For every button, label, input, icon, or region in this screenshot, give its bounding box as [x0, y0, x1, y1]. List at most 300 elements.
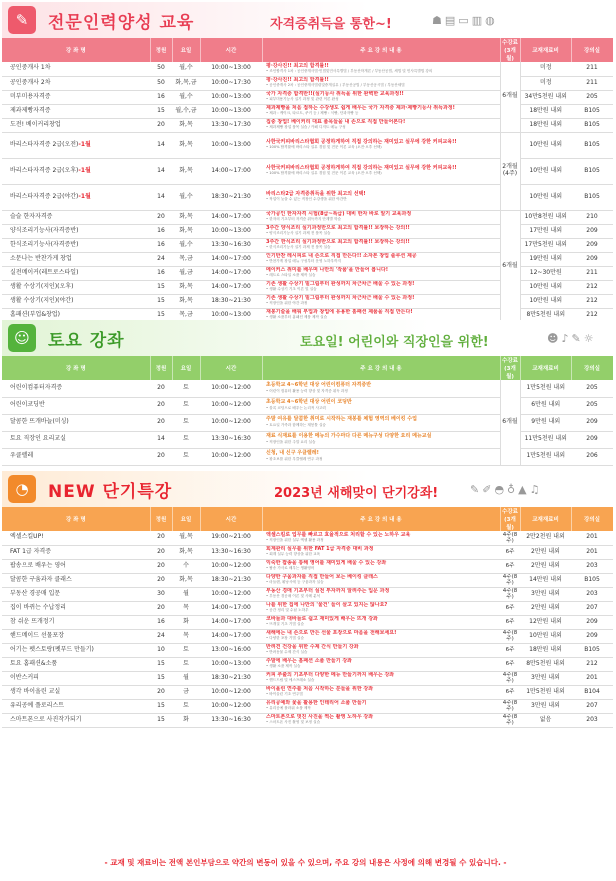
- capacity: 20: [150, 397, 172, 414]
- weekday: 화,목: [172, 280, 200, 294]
- capacity: 15: [150, 671, 172, 685]
- material-fee: 10만원 내외: [520, 294, 571, 308]
- material-fee: 8만5천원 내외: [520, 657, 571, 671]
- table-row: [2, 699, 613, 713]
- material-fee: 11만5천원 내외: [520, 431, 571, 448]
- course-brochure: [2, 2, 613, 878]
- classroom: 209: [571, 629, 613, 643]
- classroom: 209: [571, 615, 613, 629]
- table-row: [2, 238, 613, 252]
- course-name-text: 우클렐레: [10, 452, 34, 460]
- content-sub: • 바이올린 기초 연주법: [266, 692, 303, 697]
- course-name: [2, 699, 150, 713]
- table-row: [2, 685, 613, 699]
- column-header: 시간: [200, 38, 262, 62]
- capacity: 16: [150, 238, 172, 252]
- course-name-suffix: -1월: [78, 140, 91, 148]
- course-name: [2, 280, 150, 294]
- material-fee: 1만5천원 내외: [520, 448, 571, 465]
- classroom: 207: [571, 601, 613, 615]
- column-header: 요일: [172, 38, 200, 62]
- material-fee: 14만원 내외: [520, 573, 571, 587]
- course-name: [2, 587, 150, 601]
- weekday: 토: [172, 397, 200, 414]
- content-main: 회계관리 실무를 위한 FAT 1급 자격증 대비 과정: [266, 545, 374, 552]
- content-sub: • 핸드드립 및 에스프레소 실습: [266, 678, 315, 683]
- material-fee: 미정: [520, 62, 571, 76]
- material-fee: 3만원 내외: [520, 587, 571, 601]
- tuition-fee: 6주: [500, 685, 520, 699]
- content-sub: • 한자의 기초부터 자격증 취득까지 단계별 학습: [266, 217, 341, 222]
- time: 14:00~17:00: [200, 615, 262, 629]
- time: 10:00~12:00: [200, 559, 262, 573]
- course-name-text: 어기는 펫스토랑(펫푸드 만들기): [10, 645, 94, 653]
- classroom: 212: [571, 657, 613, 671]
- course-name-text: 바리스타자격증 2급(야간): [10, 192, 79, 200]
- section-icon: ◔: [8, 475, 36, 503]
- content-sub: • 직장인을 위한 실무 엑셀 활용 과정: [266, 538, 324, 543]
- table-row: [2, 643, 613, 657]
- course-name-text: 달콤한 구움과자 클래스: [10, 575, 72, 583]
- weekday: 금: [172, 685, 200, 699]
- weekday: 토: [172, 699, 200, 713]
- material-fee: 미정: [520, 76, 571, 90]
- course-name: [2, 448, 150, 465]
- section-icon: ☺: [8, 324, 36, 352]
- material-fee: 6만원 내외: [520, 397, 571, 414]
- tuition-fee: 6주: [500, 615, 520, 629]
- course-content: [262, 380, 500, 397]
- classroom: B105: [571, 573, 613, 587]
- content-main: 재봉기술을 배워 부업과 창업에 유용한 홈패션 제품을 직접 만든다!: [266, 308, 413, 315]
- column-header: 강 좌 명: [2, 38, 150, 62]
- classroom: 201: [571, 531, 613, 545]
- content-sub: • 직장인을 위한 주말 요리 실습: [266, 439, 316, 444]
- column-header: 정원: [150, 507, 172, 531]
- table-row: [2, 531, 613, 545]
- course-name-text: 한식조리기능사(자격증반): [10, 240, 79, 248]
- course-name-text: 핸드메이드 선물포장: [10, 631, 65, 639]
- course-content: [262, 685, 500, 699]
- table-row: [2, 210, 613, 224]
- time: 14:00~17:00: [200, 280, 262, 294]
- time: 10:00~13:00: [200, 132, 262, 158]
- content-main: 제과제빵을 처음 접하는 수강생도 쉽게 배우는 국가 자격증 제과·제빵기능사 취득과정!: [266, 104, 455, 111]
- material-fee: 12~30만원: [520, 266, 571, 280]
- content-main: 기존 생활 수상기 밑그림부터 완성까지 차근차근 배울 수 있는 과정!: [266, 294, 415, 301]
- tuition-fee: 4주(8주): [500, 699, 520, 713]
- material-fee: 10만원 내외: [520, 184, 571, 210]
- content-main: 주말에 배우는 홈패션 소품 만들기 강좌: [266, 657, 352, 664]
- classroom: 201: [571, 545, 613, 559]
- column-header: 수강료(3개월): [500, 507, 520, 531]
- content-sub: • 레트로 스타일 소품 제작 실습: [266, 273, 316, 278]
- time: 10:00~13:00: [200, 308, 262, 322]
- classroom: B105: [571, 118, 613, 132]
- column-header: 주 요 강 의 내 용: [262, 38, 500, 62]
- classroom: B105: [571, 184, 613, 210]
- section-header: [2, 320, 613, 356]
- weekday: 토: [172, 414, 200, 431]
- brush-icon: ✐: [482, 483, 495, 496]
- content-sub: • 마들렌, 휘낭시에 등 구움과자 실습: [266, 580, 324, 585]
- classroom: 211: [571, 62, 613, 76]
- column-header: 수강료(3개월): [500, 38, 520, 62]
- course-name: [2, 224, 150, 238]
- time: 14:00~17:00: [200, 252, 262, 266]
- classroom: 203: [571, 713, 613, 727]
- classroom: 209: [571, 431, 613, 448]
- classroom: 205: [571, 380, 613, 397]
- column-header: 강의실: [571, 356, 613, 380]
- content-sub: • 직장인을 위한 야간 과정: [266, 301, 308, 306]
- table-row: [2, 158, 613, 184]
- column-header: 강 좌 명: [2, 356, 150, 380]
- capacity: 50: [150, 76, 172, 90]
- course-name-text: 생각 바이올린 교실: [10, 687, 61, 695]
- content-main: 코바늘과 대바늘로 쉽고 재미있게 배우는 뜨개 강좌: [266, 615, 378, 622]
- table-row: [2, 294, 613, 308]
- course-name-text: 달콤한 뜨개바늘(미싱): [10, 418, 69, 426]
- tuition-fee: 4주(8주): [500, 531, 520, 545]
- weekday: 월,수: [172, 184, 200, 210]
- chart-icon: ▥: [471, 14, 486, 27]
- content-sub: • 생활 소품부터 홈패션 제품 제작 실습: [266, 315, 328, 320]
- time: 10:00~13:00: [200, 62, 262, 76]
- capacity: 20: [150, 545, 172, 559]
- material-fee: 2만원 내외: [520, 601, 571, 615]
- classroom: B105: [571, 132, 613, 158]
- content-main: 사한국커피바리스타협회 공정하게하여 직접 강의하는 재미있고 실무에 강한 커피교육!!: [266, 138, 457, 145]
- capacity: 20: [150, 414, 172, 431]
- weekday: 월: [172, 671, 200, 685]
- time: 18:30~21:30: [200, 573, 262, 587]
- capacity: 14: [150, 184, 172, 210]
- content-sub: • 100% 합격률에 바리스타 실무 경험 및 전문 이론 교육 (오전·오후 선택): [266, 145, 382, 150]
- weekday: 화,목: [172, 158, 200, 184]
- course-name-text: 유리공예 플로리스트: [10, 701, 65, 709]
- course-name-text: 참 쉬운 뜨개정기: [10, 617, 55, 625]
- course-name-text: 실전메이커(레트로스타일): [10, 268, 79, 276]
- content-sub: • 100% 합격률에 바리스타 실무 경험 및 전문 이론 교육 (오전·오후 선택): [266, 171, 382, 176]
- material-fee: 1만5천원 내외: [520, 685, 571, 699]
- time: 13:00~16:00: [200, 643, 262, 657]
- capacity: 24: [150, 252, 172, 266]
- course-name-text: 도전! 베이커리창업: [10, 120, 61, 128]
- table-row: [2, 615, 613, 629]
- course-name: [2, 158, 150, 184]
- section-header: [2, 2, 613, 38]
- deco-icons: [432, 14, 498, 27]
- course-name: [2, 545, 150, 559]
- content-sub: • 피부미용기능사 실기 과정 및 관련 이론 완성: [266, 97, 339, 102]
- capacity: 15: [150, 294, 172, 308]
- weekday: 월,수: [172, 238, 200, 252]
- material-fee: 3만원 내외: [520, 671, 571, 685]
- course-name-text: 양식조리기능사(자격증반): [10, 226, 79, 234]
- course-name-text: 제과제빵자격증: [10, 106, 51, 114]
- classroom: 207: [571, 699, 613, 713]
- table-row: [2, 431, 613, 448]
- column-header: 정원: [150, 356, 172, 380]
- lecture-icon: ☗: [432, 14, 445, 27]
- classroom: 212: [571, 308, 613, 322]
- content-main: 평·강사진!! 최고의 합격률!!: [266, 62, 329, 69]
- section-header: [2, 471, 613, 507]
- content-main: 반려견 건강을 위한 수제 간식 만들기 강좌: [266, 643, 359, 650]
- course-name: [2, 629, 150, 643]
- content-sub: • 공인중개사 2차 : 공인중개사법령및중개실무 / 부동산공법 / 부동산공시법 / 부동산세법: [266, 83, 405, 88]
- capacity: 16: [150, 266, 172, 280]
- material-fee: 2만2천원 내외: [520, 531, 571, 545]
- classroom: 209: [571, 224, 613, 238]
- time: 10:00~13:00: [200, 224, 262, 238]
- time: 10:00~13:00: [200, 104, 262, 118]
- course-name: [2, 531, 150, 545]
- course-name: [2, 397, 150, 414]
- course-content: [262, 601, 500, 615]
- capacity: 15: [150, 104, 172, 118]
- course-table: [2, 356, 614, 466]
- time: 13:30~17:30: [200, 118, 262, 132]
- material-fee: 18만원 내외: [520, 643, 571, 657]
- course-name: [2, 615, 150, 629]
- capacity: 16: [150, 615, 172, 629]
- content-main: 기존 생활 수상기 밑그림부터 완성까지 차근차근 배울 수 있는 과정!: [266, 280, 415, 287]
- weekday: 화,목: [172, 545, 200, 559]
- tuition-fee: 6개월: [500, 62, 520, 132]
- column-header: 교재재료비: [520, 38, 571, 62]
- tuition-fee: 6개월: [500, 380, 520, 465]
- table-row: [2, 657, 613, 671]
- course-content: [262, 559, 500, 573]
- course-name-text: 어린이컴퓨터자격증: [10, 383, 63, 391]
- content-main: 인기반찬 레시피로 내 손으로 직접 만든다!! 소자본 창업 솔루션 제공: [266, 252, 417, 259]
- course-table: [2, 38, 614, 323]
- time: 14:00~17:00: [200, 210, 262, 224]
- material-fee: 2만원 내외: [520, 545, 571, 559]
- material-fee: 12만원 내외: [520, 615, 571, 629]
- time: 10:00~12:00: [200, 397, 262, 414]
- weekday: 목,금: [172, 308, 200, 322]
- course-content: [262, 158, 500, 184]
- time: 18:30~21:30: [200, 294, 262, 308]
- time: 10:00~13:00: [200, 657, 262, 671]
- pencil-icon: ✎: [571, 332, 584, 345]
- weekday: 토: [172, 380, 200, 397]
- tuition-fee: 6주: [500, 559, 520, 573]
- course-content: [262, 118, 500, 132]
- time: 18:30~21:30: [200, 184, 262, 210]
- capacity: 20: [150, 210, 172, 224]
- table-row: [2, 76, 613, 90]
- capacity: 20: [150, 118, 172, 132]
- course-name: [2, 118, 150, 132]
- section-s2: [2, 320, 613, 466]
- course-name: [2, 90, 150, 104]
- tuition-fee: 4주(8주): [500, 629, 520, 643]
- capacity: 20: [150, 573, 172, 587]
- course-content: [262, 587, 500, 601]
- course-name-text: 어린이코딩반: [10, 401, 45, 409]
- capacity: 50: [150, 62, 172, 76]
- material-fee: 8만5천원 내외: [520, 308, 571, 322]
- time: 10:00~12:00: [200, 414, 262, 431]
- course-name-text: FAT 1급 자격증: [10, 547, 52, 555]
- course-name-text: 바리스타자격증 2급(오후): [10, 166, 79, 174]
- tuition-fee: 6주: [500, 545, 520, 559]
- course-name-text: 미부미용자격증: [10, 92, 51, 100]
- tuition-fee: 6주: [500, 601, 520, 615]
- content-sub: • 유리공예 플라워 소품 제작: [266, 706, 311, 711]
- material-fee: 2만원 내외: [520, 559, 571, 573]
- time: 10:00~17:30: [200, 76, 262, 90]
- classroom: 210: [571, 210, 613, 224]
- capacity: 16: [150, 90, 172, 104]
- course-content: [262, 224, 500, 238]
- weekday: 월,수: [172, 90, 200, 104]
- course-content: [262, 132, 500, 158]
- tuition-fee: 4주(8주): [500, 587, 520, 601]
- course-content: [262, 531, 500, 545]
- course-content: [262, 629, 500, 643]
- capacity: 20: [150, 685, 172, 699]
- course-content: [262, 615, 500, 629]
- weekday: 화,목: [172, 573, 200, 587]
- deco-icons: [470, 483, 542, 496]
- course-name-text: 생활 수상기(지인)(야간): [10, 296, 74, 304]
- time: 14:00~17:00: [200, 629, 262, 643]
- content-sub: • 제과 : 케이크, 타르트, 쿠키 등 / 제빵 : 식빵, 단과자빵 등: [266, 111, 359, 116]
- content-sub: • 토요일 가족과 함께하는 재봉틀 실습: [266, 422, 326, 427]
- tuition-fee: 6개월: [500, 210, 520, 322]
- table-row: [2, 184, 613, 210]
- content-main: 3주간 한식조리 실기과정반으로 최고의 합격률!! 보장하는 강의!!: [266, 238, 410, 245]
- course-name: [2, 210, 150, 224]
- course-table: [2, 507, 614, 728]
- column-header: 요일: [172, 356, 200, 380]
- section-subtitle: 2023년 새해맞이 단기강좌!: [274, 486, 439, 501]
- column-header: 교재재료비: [520, 507, 571, 531]
- course-name-text: 공인중개사 2차: [10, 78, 51, 86]
- course-content: [262, 294, 500, 308]
- course-content: [262, 448, 500, 465]
- course-content: [262, 210, 500, 224]
- weekday: 화,목: [172, 132, 200, 158]
- section-title: 전문인력양성 교육: [48, 12, 195, 33]
- capacity: 10: [150, 643, 172, 657]
- capacity: 15: [150, 280, 172, 294]
- column-header: 강의실: [571, 507, 613, 531]
- table-row: [2, 713, 613, 727]
- classroom: 211: [571, 76, 613, 90]
- content-main: 바이올린 연주를 처음 시작하는 분들을 위한 강좌: [266, 685, 374, 692]
- content-sub: • 부동산 경공매 이론 및 사례 분석: [266, 594, 321, 599]
- classroom: 201: [571, 671, 613, 685]
- material-fee: 17만원 내외: [520, 224, 571, 238]
- classroom: B105: [571, 158, 613, 184]
- weekday: 화,목: [172, 224, 200, 238]
- table-row: [2, 671, 613, 685]
- course-name-text: 소문나는 반찬가게 창업: [10, 254, 72, 262]
- course-name: [2, 431, 150, 448]
- classroom: 212: [571, 294, 613, 308]
- footer-note: - 교재 및 재료비는 전액 본인부담으로 약간의 변동이 있을 수 있으며, 주요 강의 내용은 사정에 의해 변경될 수 있습니다. -: [104, 858, 507, 867]
- column-header: 시간: [200, 507, 262, 531]
- course-name-text: 토요 직장인 요리교실: [10, 435, 66, 443]
- content-sub: • 팝송 가사로 배우는 생활영어: [266, 566, 315, 571]
- capacity: 15: [150, 713, 172, 727]
- material-fee: 10만원 내외: [520, 158, 571, 184]
- course-name-text: 집이 바뀌는 수납정리: [10, 603, 66, 611]
- course-content: [262, 90, 500, 104]
- tuition-fee: 4주(8주): [500, 671, 520, 685]
- table-row: [2, 104, 613, 118]
- deco-icons: [547, 332, 597, 345]
- computer-icon: ▭: [458, 14, 472, 27]
- column-header: 정원: [150, 38, 172, 62]
- course-name: [2, 252, 150, 266]
- weekday: 월,수,금: [172, 104, 200, 118]
- capacity: 24: [150, 629, 172, 643]
- material-fee: 17만5천원 내외: [520, 238, 571, 252]
- time: 10:00~12:00: [200, 587, 262, 601]
- table-row: [2, 545, 613, 559]
- content-main: 신청, 내 신구 우클렐레!: [266, 450, 319, 457]
- course-content: [262, 238, 500, 252]
- content-main: 스마트폰으로 멋진 사진을 찍는 촬영 노하우 강좌: [266, 713, 374, 720]
- weekday: 화,목: [172, 294, 200, 308]
- course-name: [2, 380, 150, 397]
- capacity: 20: [150, 601, 172, 615]
- column-header: 시간: [200, 356, 262, 380]
- content-main: 주말 여유를 달콤한 취미로 시작하는 재봉틀 체험 영역의 베이킹 수업: [266, 416, 417, 423]
- table-row: [2, 118, 613, 132]
- weekday: 토: [172, 448, 200, 465]
- table-row: [2, 573, 613, 587]
- table-row: [2, 601, 613, 615]
- course-name: [2, 76, 150, 90]
- weekday: 화,목,금: [172, 76, 200, 90]
- capacity: 20: [150, 448, 172, 465]
- course-content: [262, 713, 500, 727]
- weekday: 화: [172, 713, 200, 727]
- course-name: [2, 62, 150, 76]
- content-sub: • 한식조리기능사 실기 과제 전 품목 실습: [266, 245, 331, 250]
- section-title: 토요 강좌: [48, 330, 125, 351]
- table-row: [2, 62, 613, 76]
- time: 14:00~17:00: [200, 266, 262, 280]
- capacity: 20: [150, 531, 172, 545]
- table-row: [2, 559, 613, 573]
- content-main: 초등학교 4~6학년 대상 어린이컴퓨터 자격증반: [266, 382, 372, 389]
- course-name-suffix: -1월: [78, 166, 91, 174]
- course-name: [2, 104, 150, 118]
- course-name-suffix: -1월: [78, 192, 91, 200]
- content-sub: • 조인합격사 1차 : 공인중개사법·민법및민사특별법 / 부동산학개론 / 부동산공법, 세법 및 민사특별법 강의: [266, 69, 433, 74]
- table-row: [2, 280, 613, 294]
- weekday: 목: [172, 601, 200, 615]
- column-header: 강의실: [571, 38, 613, 62]
- content-main: 바리스타2급 자격증취득을 위한 최고의 선택!: [266, 190, 366, 197]
- pencil-icon: ✎: [470, 483, 483, 496]
- course-name-text: 공인중개사 1차: [10, 64, 51, 72]
- material-fee: 10만원 내외: [520, 629, 571, 643]
- content-sub: • 양식조리기능사 실기 과제 전 품목 실습: [266, 231, 331, 236]
- course-name: [2, 713, 150, 727]
- course-name: [2, 414, 150, 431]
- content-sub: • 작업이 늦을 수 있는 직장인 수강생을 위한 야간반: [266, 197, 347, 202]
